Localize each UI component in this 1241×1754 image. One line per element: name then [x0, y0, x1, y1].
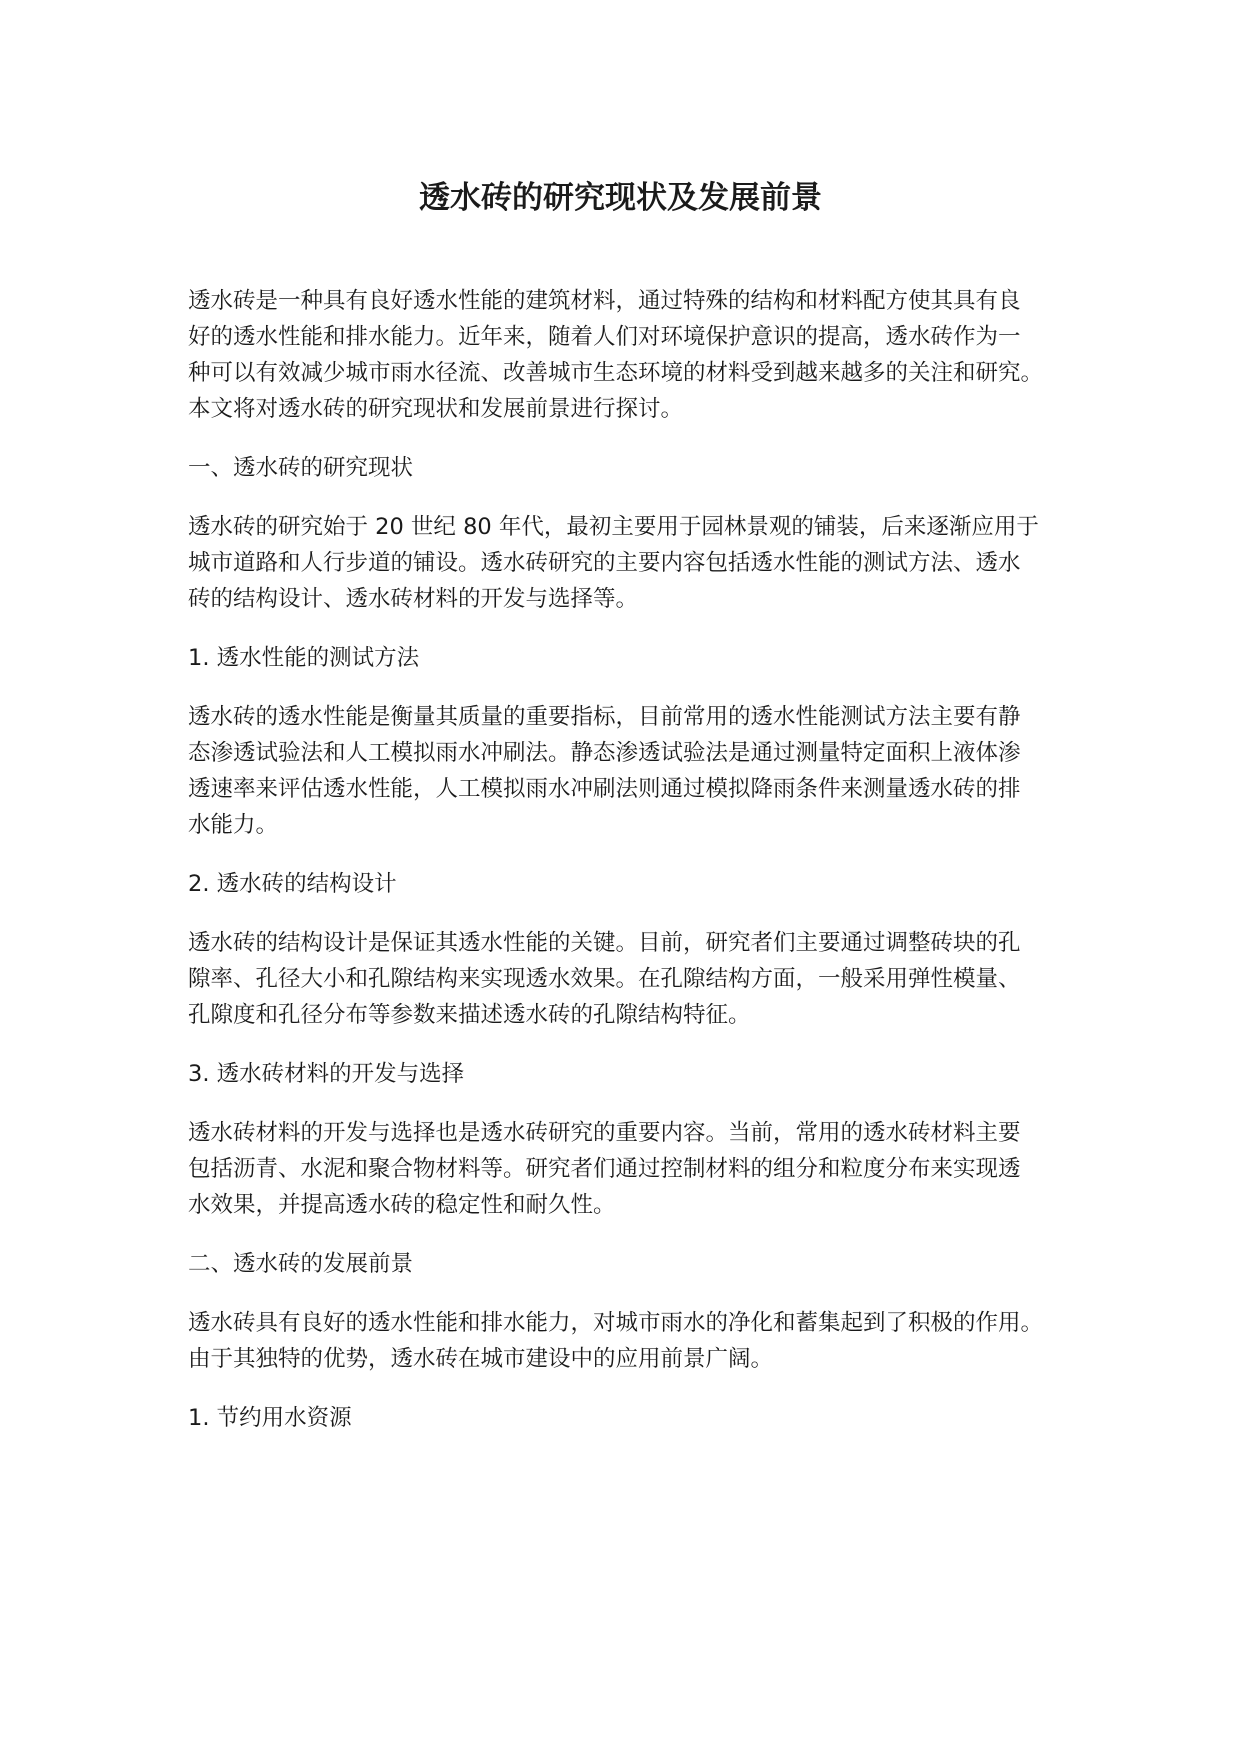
document-body: [188, 283, 1068, 1459]
text-line: 包括沥青、水泥和聚合物材料等。研究者们通过控制材料的组分和粒度分布来实现透: [188, 1156, 1021, 1182]
text-line: 透水砖材料的开发与选择也是透水砖研究的重要内容。当前，常用的透水砖材料主要: [188, 1120, 1021, 1146]
text-line: 由于其独特的优势，透水砖在城市建设中的应用前景广阔。: [188, 1346, 774, 1372]
text-line: 透水砖具有良好的透水性能和排水能力，对城市雨水的净化和蓄集起到了积极的作用。: [188, 1310, 1044, 1336]
section-heading-research-status: 一、透水砖的研究现状: [188, 455, 414, 481]
prospects-paragraph: [188, 1305, 1068, 1377]
text-line: 透水砖的研究始于 20 世纪 80 年代，最初主要用于园林景观的铺装，后来逐渐应用于: [188, 514, 1039, 540]
text-line: 透水砖的透水性能是衡量其质量的重要指标，目前常用的透水性能测试方法主要有静: [188, 704, 1021, 730]
intro-paragraph: [188, 283, 1068, 427]
subheading-save-water: 1. 节约用水资源: [188, 1405, 352, 1431]
text-line: 透水砖的结构设计是保证其透水性能的关键。目前，研究者们主要通过调整砖块的孔: [188, 930, 1021, 956]
text-line: 隙率、孔径大小和孔隙结构来实现透水效果。在孔隙结构方面，一般采用弹性模量、: [188, 966, 1021, 992]
text-line: 透速率来评估透水性能，人工模拟雨水冲刷法则通过模拟降雨条件来测量透水砖的排: [188, 776, 1021, 802]
text-line: 水能力。: [188, 812, 279, 838]
test-methods-paragraph: [188, 699, 1068, 843]
document-title: 透水砖的研究现状及发展前景: [419, 180, 822, 216]
text-line: 城市道路和人行步道的铺设。透水砖研究的主要内容包括透水性能的测试方法、透水: [188, 550, 1021, 576]
subheading-test-methods: 1. 透水性能的测试方法: [188, 645, 420, 671]
text-line: 本文将对透水砖的研究现状和发展前景进行探讨。: [188, 396, 684, 422]
text-line: 好的透水性能和排水能力。近年来，随着人们对环境保护意识的提高，透水砖作为一: [188, 324, 1021, 350]
text-line: 水效果，并提高透水砖的稳定性和耐久性。: [188, 1192, 616, 1218]
text-line: 孔隙度和孔径分布等参数来描述透水砖的孔隙结构特征。: [188, 1002, 751, 1028]
research-status-paragraph: [188, 509, 1068, 617]
section-heading-prospects: 二、透水砖的发展前景: [188, 1251, 414, 1277]
materials-paragraph: [188, 1115, 1068, 1223]
text-line: 态渗透试验法和人工模拟雨水冲刷法。静态渗透试验法是通过测量特定面积上液体渗: [188, 740, 1021, 766]
text-line: 砖的结构设计、透水砖材料的开发与选择等。: [188, 586, 639, 612]
subheading-structure-design: 2. 透水砖的结构设计: [188, 871, 397, 897]
structure-design-paragraph: [188, 925, 1068, 1033]
subheading-materials: 3. 透水砖材料的开发与选择: [188, 1061, 465, 1087]
text-line: 透水砖是一种具有良好透水性能的建筑材料，通过特殊的结构和材料配方使其具有良: [188, 288, 1021, 314]
text-line: 种可以有效减少城市雨水径流、改善城市生态环境的材料受到越来越多的关注和研究。: [188, 360, 1044, 386]
